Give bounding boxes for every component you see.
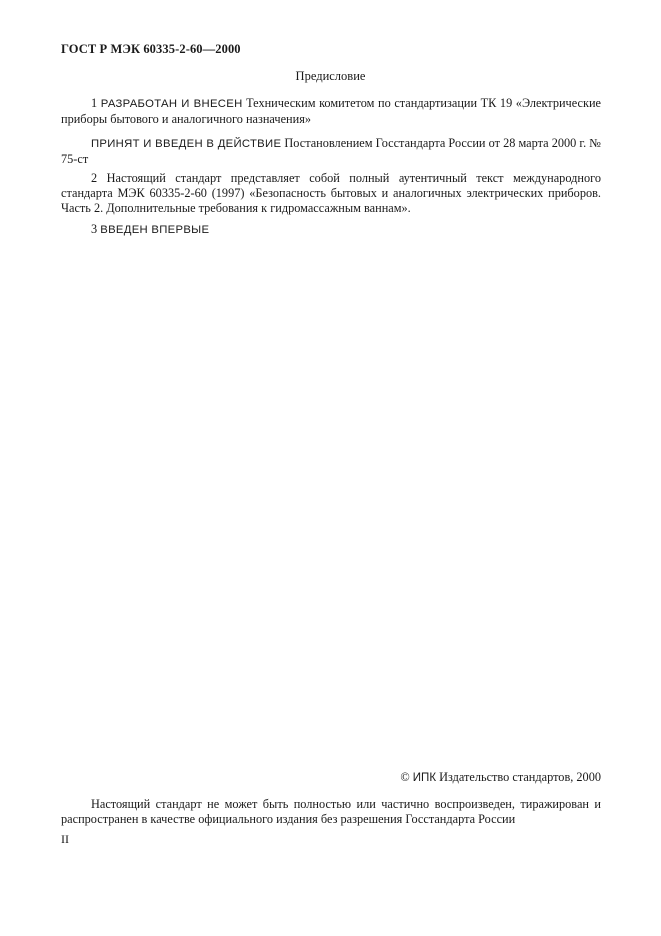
- item-2-text: Настоящий стандарт представляет собой полный аутентичный текст международного стандарта МЭК 60335-2-60 (1997) «Безопасность бытовых и аналогичных электрических приборов. Часть 2. Дополнительные требования к гидромассажным ваннам».: [61, 171, 601, 215]
- item-1-text: Техническим комитетом по стандартизации ТК 19 «Электрические приборы бытового и аналогичного назначения»: [61, 96, 601, 126]
- preface-item-2: [61, 171, 601, 216]
- page-number: II: [61, 832, 69, 846]
- item-1-caps: РАЗРАБОТАН И ВНЕСЕН: [100, 98, 243, 110]
- preface-item-3: [61, 222, 601, 238]
- copyright-org: ИПК: [412, 772, 437, 784]
- item-1b-text: Постановлением Госстандарта России от 28 марта 2000 г. № 75-ст: [61, 136, 601, 166]
- preface-title: Предисловие: [295, 69, 366, 83]
- preface-item-1b: [61, 136, 601, 167]
- copyright-line: [400, 770, 601, 785]
- item-3-number: 3: [91, 222, 98, 236]
- item-3-caps: ВВЕДЕН ВПЕРВЫЕ: [100, 224, 210, 236]
- copyright-symbol: ©: [400, 770, 410, 784]
- document-header: ГОСТ Р МЭК 60335-2-60—2000: [61, 42, 241, 56]
- copyright-text: Издательство стандартов, 2000: [439, 770, 601, 784]
- reproduction-notice: Настоящий стандарт не может быть полностью или частично воспроизведен, тиражирован и распространен в качестве официального издания без разрешения Госстандарта России: [61, 797, 601, 826]
- item-1b-caps: ПРИНЯТ И ВВЕДЕН В ДЕЙСТВИЕ: [91, 138, 282, 150]
- item-2-number: 2: [91, 171, 98, 185]
- preface-item-1: [61, 96, 601, 127]
- item-1-number: 1: [91, 96, 98, 110]
